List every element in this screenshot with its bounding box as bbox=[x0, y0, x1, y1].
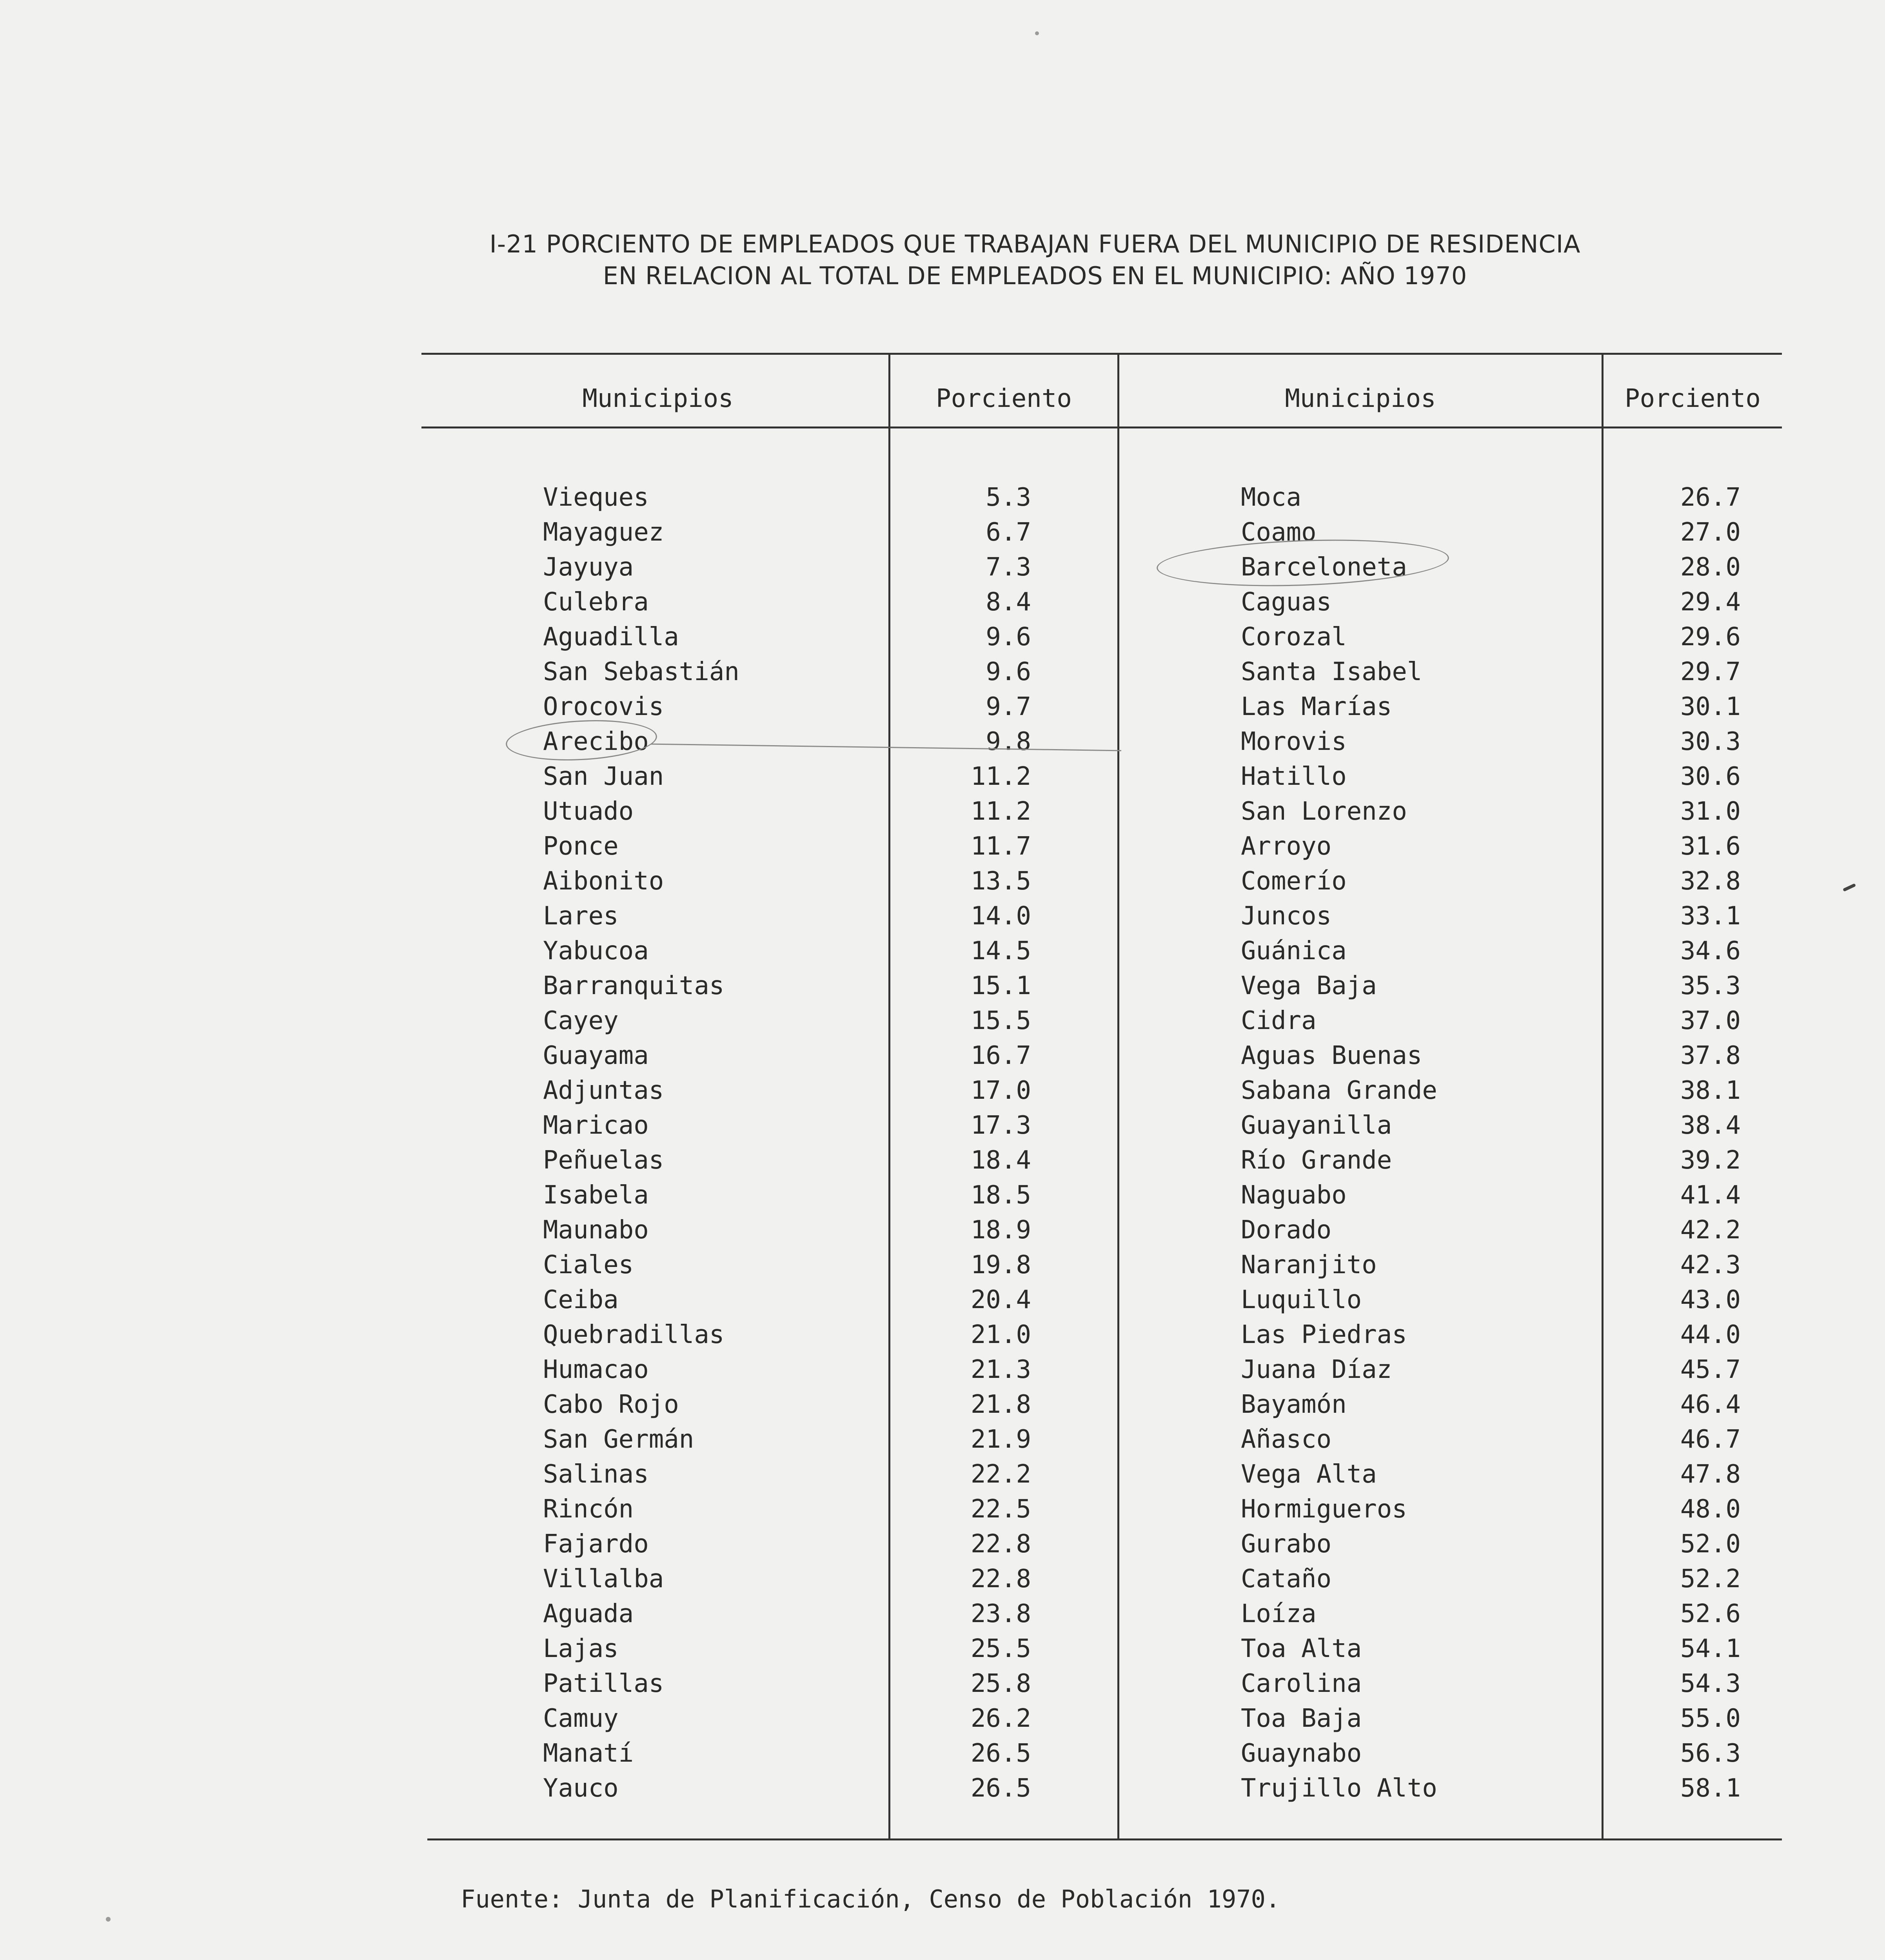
table-row bbox=[0, 829, 1885, 864]
porciento-right: 54.3 bbox=[1680, 1669, 1741, 1698]
porciento-right: 44.0 bbox=[1680, 1320, 1741, 1349]
porciento-right: 34.6 bbox=[1680, 936, 1741, 965]
porciento-left: 9.8 bbox=[986, 727, 1031, 756]
porciento-right: 54.1 bbox=[1680, 1634, 1741, 1663]
porciento-right: 31.0 bbox=[1680, 797, 1741, 826]
municipio-left: Utuado bbox=[543, 797, 634, 826]
table-row bbox=[0, 1038, 1885, 1073]
table-row bbox=[0, 1387, 1885, 1422]
municipio-right: Las Marías bbox=[1241, 692, 1392, 721]
municipio-left: Cabo Rojo bbox=[543, 1390, 679, 1419]
municipio-left: Adjuntas bbox=[543, 1076, 664, 1105]
table-row bbox=[0, 480, 1885, 515]
source-note: Fuente: Junta de Planificación, Censo de Población 1970. bbox=[461, 1885, 1280, 1913]
table-row bbox=[0, 1492, 1885, 1527]
municipio-right: Añasco bbox=[1241, 1425, 1332, 1454]
porciento-right: 31.6 bbox=[1680, 832, 1741, 861]
porciento-left: 22.2 bbox=[970, 1460, 1031, 1489]
porciento-left: 9.6 bbox=[986, 622, 1031, 652]
municipio-right: Río Grande bbox=[1241, 1146, 1392, 1175]
municipio-right: Corozal bbox=[1241, 622, 1347, 652]
porciento-right: 28.0 bbox=[1680, 553, 1741, 582]
municipio-right: Toa Alta bbox=[1241, 1634, 1362, 1663]
municipio-left: Humacao bbox=[543, 1355, 649, 1384]
municipio-right: Naranjito bbox=[1241, 1250, 1377, 1279]
porciento-left: 8.4 bbox=[986, 588, 1031, 617]
table-bottom-rule bbox=[427, 1838, 1782, 1840]
porciento-right: 46.7 bbox=[1680, 1425, 1741, 1454]
municipio-left: Maunabo bbox=[543, 1216, 649, 1245]
table-row bbox=[0, 1004, 1885, 1038]
table-title-line-1: I-21 PORCIENTO DE EMPLEADOS QUE TRABAJAN FUERA DEL MUNICIPIO DE RESIDENCIA bbox=[489, 230, 1581, 258]
municipio-left: Manatí bbox=[543, 1739, 634, 1768]
porciento-right: 55.0 bbox=[1680, 1704, 1741, 1733]
porciento-right: 32.8 bbox=[1680, 867, 1741, 896]
porciento-left: 15.1 bbox=[970, 971, 1031, 1000]
table-row bbox=[0, 1318, 1885, 1352]
municipio-left: Yabucoa bbox=[543, 936, 649, 965]
porciento-right: 45.7 bbox=[1680, 1355, 1741, 1384]
municipio-right: Juana Díaz bbox=[1241, 1355, 1392, 1384]
municipio-left: Jayuya bbox=[543, 553, 634, 582]
municipio-left: Ponce bbox=[543, 832, 619, 861]
municipio-right: Hormigueros bbox=[1241, 1495, 1407, 1524]
table-row bbox=[0, 1701, 1885, 1736]
header-porciento-1: Porciento bbox=[936, 384, 1072, 413]
porciento-left: 7.3 bbox=[986, 553, 1031, 582]
porciento-right: 29.6 bbox=[1680, 622, 1741, 652]
table-row bbox=[0, 759, 1885, 794]
municipio-right: Coamo bbox=[1241, 518, 1317, 547]
table-row bbox=[0, 724, 1885, 759]
municipio-left: Guayama bbox=[543, 1041, 649, 1070]
table-row bbox=[0, 934, 1885, 969]
table-row bbox=[0, 1213, 1885, 1248]
porciento-right: 37.8 bbox=[1680, 1041, 1741, 1070]
table-row bbox=[0, 1143, 1885, 1178]
porciento-left: 11.7 bbox=[970, 832, 1031, 861]
porciento-right: 52.2 bbox=[1680, 1564, 1741, 1593]
municipio-right: Gurabo bbox=[1241, 1530, 1332, 1559]
porciento-right: 26.7 bbox=[1680, 483, 1741, 512]
porciento-left: 25.5 bbox=[970, 1634, 1031, 1663]
porciento-right: 30.1 bbox=[1680, 692, 1741, 721]
municipio-right: Toa Baja bbox=[1241, 1704, 1362, 1733]
table-row bbox=[0, 1632, 1885, 1666]
municipio-right: Barceloneta bbox=[1241, 553, 1407, 582]
porciento-right: 38.1 bbox=[1680, 1076, 1741, 1105]
municipio-right: Caguas bbox=[1241, 588, 1332, 617]
municipio-right: Carolina bbox=[1241, 1669, 1362, 1698]
table-row bbox=[0, 655, 1885, 690]
porciento-right: 43.0 bbox=[1680, 1285, 1741, 1314]
municipio-right: Cataño bbox=[1241, 1564, 1332, 1593]
table-row bbox=[0, 1457, 1885, 1492]
porciento-right: 52.0 bbox=[1680, 1530, 1741, 1559]
municipio-right: Morovis bbox=[1241, 727, 1347, 756]
municipio-left: Maricao bbox=[543, 1111, 649, 1140]
municipio-left: Fajardo bbox=[543, 1530, 649, 1559]
porciento-left: 18.5 bbox=[970, 1181, 1031, 1210]
municipio-left: San Sebastián bbox=[543, 657, 739, 686]
municipio-right: Santa Isabel bbox=[1241, 657, 1422, 686]
porciento-right: 29.4 bbox=[1680, 588, 1741, 617]
table-row bbox=[0, 899, 1885, 934]
municipio-right: Juncos bbox=[1241, 902, 1332, 931]
table-row bbox=[0, 1736, 1885, 1771]
table-top-rule bbox=[421, 353, 1782, 355]
table-row bbox=[0, 1248, 1885, 1283]
porciento-right: 48.0 bbox=[1680, 1495, 1741, 1524]
scan-speck bbox=[1035, 31, 1039, 35]
municipio-left: Barranquitas bbox=[543, 971, 725, 1000]
porciento-left: 18.9 bbox=[970, 1216, 1031, 1245]
porciento-left: 9.7 bbox=[986, 692, 1031, 721]
municipio-right: Guayanilla bbox=[1241, 1111, 1392, 1140]
table-row bbox=[0, 1666, 1885, 1701]
municipio-left: Rincón bbox=[543, 1495, 634, 1524]
table-row bbox=[0, 690, 1885, 724]
municipio-left: Aguada bbox=[543, 1599, 634, 1628]
municipio-right: Las Piedras bbox=[1241, 1320, 1407, 1349]
municipio-left: Quebradillas bbox=[543, 1320, 725, 1349]
municipio-left: Orocovis bbox=[543, 692, 664, 721]
table-row bbox=[0, 1108, 1885, 1143]
municipio-right: Naguabo bbox=[1241, 1181, 1347, 1210]
porciento-left: 21.8 bbox=[970, 1390, 1031, 1419]
porciento-left: 14.5 bbox=[970, 936, 1031, 965]
municipio-left: Isabela bbox=[543, 1181, 649, 1210]
municipio-right: Hatillo bbox=[1241, 762, 1347, 791]
municipio-left: Lares bbox=[543, 902, 619, 931]
municipio-right: Vega Baja bbox=[1241, 971, 1377, 1000]
table-row bbox=[0, 1352, 1885, 1387]
porciento-right: 42.2 bbox=[1680, 1216, 1741, 1245]
municipio-left: Peñuelas bbox=[543, 1146, 664, 1175]
porciento-left: 11.2 bbox=[970, 762, 1031, 791]
porciento-left: 16.7 bbox=[970, 1041, 1031, 1070]
municipio-left: Mayaguez bbox=[543, 518, 664, 547]
municipio-right: Guánica bbox=[1241, 936, 1347, 965]
porciento-right: 41.4 bbox=[1680, 1181, 1741, 1210]
municipio-left: San Juan bbox=[543, 762, 664, 791]
table-row bbox=[0, 794, 1885, 829]
municipio-right: Dorado bbox=[1241, 1216, 1332, 1245]
table-body bbox=[0, 480, 1885, 1806]
table-row bbox=[0, 585, 1885, 620]
municipio-right: Arroyo bbox=[1241, 832, 1332, 861]
municipio-right: Trujillo Alto bbox=[1241, 1774, 1437, 1803]
porciento-left: 18.4 bbox=[970, 1146, 1031, 1175]
table-row bbox=[0, 1562, 1885, 1597]
municipio-left: Cayey bbox=[543, 1006, 619, 1035]
porciento-right: 30.6 bbox=[1680, 762, 1741, 791]
porciento-right: 27.0 bbox=[1680, 518, 1741, 547]
porciento-right: 42.3 bbox=[1680, 1250, 1741, 1279]
table-row bbox=[0, 1422, 1885, 1457]
porciento-left: 14.0 bbox=[970, 902, 1031, 931]
porciento-left: 22.8 bbox=[970, 1564, 1031, 1593]
municipio-left: Lajas bbox=[543, 1634, 619, 1663]
header-municipios-1: Municipios bbox=[582, 384, 734, 413]
municipio-left: San Germán bbox=[543, 1425, 694, 1454]
porciento-left: 17.0 bbox=[970, 1076, 1031, 1105]
porciento-left: 11.2 bbox=[970, 797, 1031, 826]
municipio-right: Guaynabo bbox=[1241, 1739, 1362, 1768]
porciento-right: 47.8 bbox=[1680, 1460, 1741, 1489]
porciento-left: 22.8 bbox=[970, 1530, 1031, 1559]
municipio-right: Comerío bbox=[1241, 867, 1347, 896]
porciento-left: 26.5 bbox=[970, 1774, 1031, 1803]
porciento-left: 26.2 bbox=[970, 1704, 1031, 1733]
table-row bbox=[0, 1283, 1885, 1318]
porciento-left: 15.5 bbox=[970, 1006, 1031, 1035]
porciento-right: 52.6 bbox=[1680, 1599, 1741, 1628]
municipio-right: Luquillo bbox=[1241, 1285, 1362, 1314]
municipio-right: Vega Alta bbox=[1241, 1460, 1377, 1489]
table-row bbox=[0, 550, 1885, 585]
porciento-right: 35.3 bbox=[1680, 971, 1741, 1000]
porciento-right: 58.1 bbox=[1680, 1774, 1741, 1803]
table-row bbox=[0, 1073, 1885, 1108]
table-row bbox=[0, 515, 1885, 550]
porciento-left: 19.8 bbox=[970, 1250, 1031, 1279]
municipio-left: Ceiba bbox=[543, 1285, 619, 1314]
municipio-right: Cidra bbox=[1241, 1006, 1317, 1035]
porciento-left: 17.3 bbox=[970, 1111, 1031, 1140]
table-row bbox=[0, 864, 1885, 899]
porciento-right: 38.4 bbox=[1680, 1111, 1741, 1140]
porciento-right: 29.7 bbox=[1680, 657, 1741, 686]
porciento-left: 6.7 bbox=[986, 518, 1031, 547]
table-row bbox=[0, 969, 1885, 1004]
table-row bbox=[0, 1597, 1885, 1632]
table-row bbox=[0, 620, 1885, 655]
municipio-left: Villalba bbox=[543, 1564, 664, 1593]
porciento-right: 56.3 bbox=[1680, 1739, 1741, 1768]
porciento-left: 23.8 bbox=[970, 1599, 1031, 1628]
municipio-left: Aguadilla bbox=[543, 622, 679, 652]
municipio-right: Loíza bbox=[1241, 1599, 1317, 1628]
table-row bbox=[0, 1771, 1885, 1806]
porciento-left: 25.8 bbox=[970, 1669, 1031, 1698]
municipio-left: Aibonito bbox=[543, 867, 664, 896]
municipio-right: Moca bbox=[1241, 483, 1302, 512]
municipio-right: Sabana Grande bbox=[1241, 1076, 1437, 1105]
header-porciento-2: Porciento bbox=[1625, 384, 1761, 413]
municipio-right: San Lorenzo bbox=[1241, 797, 1407, 826]
table-row bbox=[0, 1527, 1885, 1562]
porciento-right: 30.3 bbox=[1680, 727, 1741, 756]
header-municipios-2: Municipios bbox=[1285, 384, 1436, 413]
table-header-rule bbox=[421, 426, 1782, 428]
municipio-left: Culebra bbox=[543, 588, 649, 617]
municipio-right: Aguas Buenas bbox=[1241, 1041, 1422, 1070]
municipio-right: Bayamón bbox=[1241, 1390, 1347, 1419]
porciento-right: 33.1 bbox=[1680, 902, 1741, 931]
porciento-left: 21.9 bbox=[970, 1425, 1031, 1454]
table-row bbox=[0, 1178, 1885, 1213]
table-title-line-2: EN RELACION AL TOTAL DE EMPLEADOS EN EL MUNICIPIO: AÑO 1970 bbox=[603, 261, 1467, 290]
porciento-left: 9.6 bbox=[986, 657, 1031, 686]
porciento-left: 26.5 bbox=[970, 1739, 1031, 1768]
porciento-left: 13.5 bbox=[970, 867, 1031, 896]
porciento-left: 5.3 bbox=[986, 483, 1031, 512]
porciento-right: 37.0 bbox=[1680, 1006, 1741, 1035]
municipio-left: Arecibo bbox=[543, 727, 649, 756]
municipio-left: Ciales bbox=[543, 1250, 634, 1279]
porciento-left: 21.3 bbox=[970, 1355, 1031, 1384]
municipio-left: Vieques bbox=[543, 483, 649, 512]
municipio-left: Yauco bbox=[543, 1774, 619, 1803]
porciento-left: 22.5 bbox=[970, 1495, 1031, 1524]
municipio-left: Patillas bbox=[543, 1669, 664, 1698]
porciento-right: 39.2 bbox=[1680, 1146, 1741, 1175]
municipio-left: Salinas bbox=[543, 1460, 649, 1489]
porciento-left: 20.4 bbox=[970, 1285, 1031, 1314]
scan-speck bbox=[106, 1917, 111, 1922]
municipio-left: Camuy bbox=[543, 1704, 619, 1733]
porciento-left: 21.0 bbox=[970, 1320, 1031, 1349]
porciento-right: 46.4 bbox=[1680, 1390, 1741, 1419]
